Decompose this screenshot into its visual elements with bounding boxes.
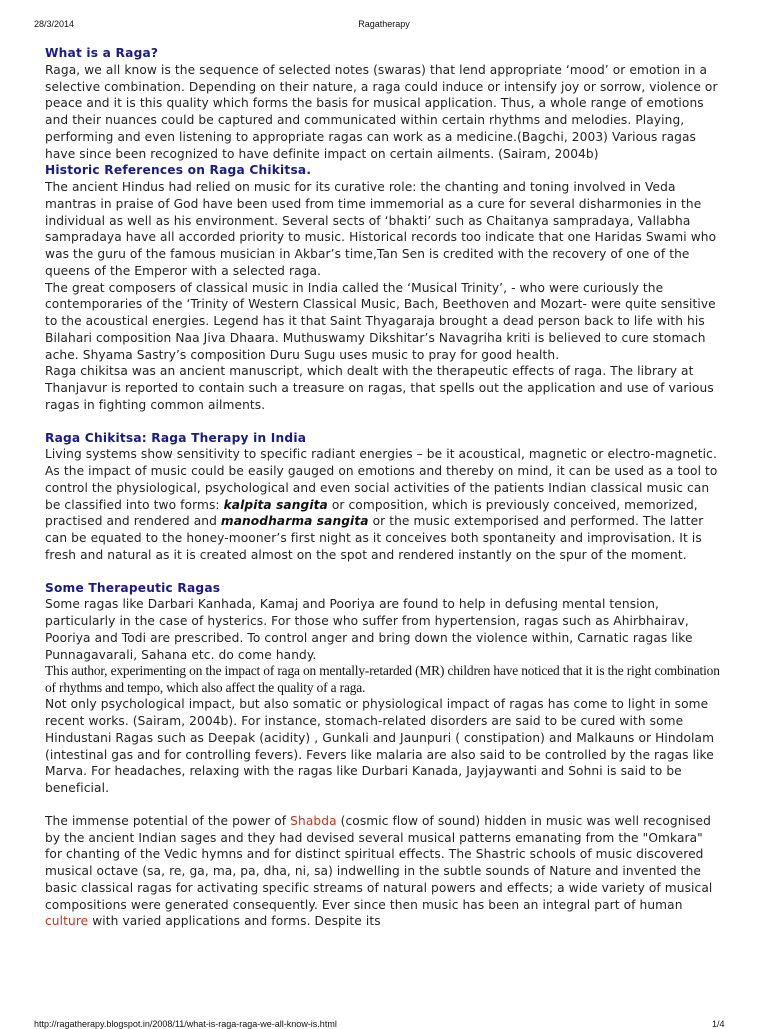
paragraph: Raga, we all know is the sequence of selected notes (swaras) that lend appropriate ‘mood’ or emotion in a selective combination. Depending on their nature, a raga could induce or intensify joy or sorrow, violence or peace and it is this quality which forms the basis for musical application. Thus, a whole range of emotions and their nuances could be captured and communicated within certain rhythms and melodies. Playing, performing and even listening to appropriate ragas can work as a medicine.(Bagchi, 2003) Various ragas have since been recognized to have definite impact on certain ailments. (Sairam, 2004b) [45,62,718,161]
paragraph: Raga chikitsa was an ancient manuscript, which dealt with the therapeutic effects of raga. The library at Thanjavur is reported to contain such a treasure on ragas, that spells out the application and use of various ragas in fighting common ailments. [45,364,714,412]
paragraph: Some ragas like Darbari Kanhada, Kamaj and Pooriya are found to help in defusing mental tension, particularly in the case of hysterics. For those who suffer from hypertension, ragas such as Ahirbhairav, Pooriya and Todi are prescribed. To control anger and bring down the violence within, Carnatic ragas like Punnagavarali, Sahana etc. do come handy. [45,597,693,662]
link-culture[interactable]: culture [45,914,89,929]
term-manodharma-sangita: manodharma sangita [220,514,369,529]
paragraph: The ancient Hindus had relied on music for its curative role: the chanting and toning involved in Veda mantras in praise of God have been used from time immemorial as a cure for several disharmonies in the individual as well as his environment. Several sects of ‘bhakti’ such as Chaitanya sampradaya, Vallabha sampradaya have all accorded priority to music. Historical records too indicate that one Haridas Swami who was the guru of the famous musician in Akbar’s time,Tan Sen is credited with the recovery of one of the queens of the Emperor with a selected raga. [45,180,717,278]
spacer [45,797,723,813]
print-date: 28/3/2014 [34,19,75,29]
term-kalpita-sangita: kalpita sangita [223,497,328,512]
text-run: with varied applications and forms. Despite its [88,914,381,929]
text-run: or the music extemporised and performed. The latter can be equated to the honey-mooner’s first night as it conceives both spontaneity and improvisation. It is fresh and natural as it is created almost on the spot and rendered instantly on the spur of the moment. [45,514,704,562]
text-run: or composition, which is previously conceived, memorized, practised and rendered and [45,497,698,529]
text-run: Living systems show sensitivity to specific radiant energies – be it acoustical, magnetic or electro-magnetic. As the impact of music could be easily gauged on emotions and thereby on mind, it can be used as a tool to control the physiological, psychological and even social activities of the patients Indian classical music can be classified into two forms: [45,447,718,512]
paragraph [45,813,723,930]
heading-historic-references: Historic References on Raga Chikitsa. [45,163,312,178]
paragraph: The great composers of classical music in India called the ‘Musical Trinity’, - who were curiously the contemporaries of the ‘Trinity of Western Classical Music, Bach, Beethoven and Mozart- were quite sensitive to the acoustical energies. Legend has it that Saint Thyagaraja brought a dead person back to life with his Bilahari composition Naa Jiva Dhaara. Muthuswamy Dikshitar’s Navagriha kriti is believed to cure stomach ache. Shyama Sastry’s composition Duru Sugu uses music to pray for good health. [45,280,716,362]
heading-what-is-a-raga: What is a Raga? [45,46,159,60]
spacer [45,414,723,430]
spacer [45,564,723,580]
heading-therapeutic-ragas: Some Therapeutic Ragas [45,580,221,595]
link-shabda[interactable]: Shabda [290,813,337,828]
heading-raga-chikitsa: Raga Chikitsa: Raga Therapy in India [45,430,307,445]
print-page-title: Ragatherapy [358,19,410,29]
page-number: 1/4 [712,1019,725,1029]
paragraph [45,446,723,563]
text-run: (cosmic flow of sound) hidden in music was well recognised by the ancient Indian sages and they had devised several musical patterns emanating from the "Omkara" for chanting of the Vedic hymns and for distinct spiritual effects. The Shastric schools of music discovered musical octave (sa, re, ga, ma, pa, dha, ni, sa) indwelling in the subtle sounds of Nature and invented the basic classical ragas for activating specific streams of natural powers and effects; a wide variety of musical compositions were generated consequently. Ever since then music has been an integral part of human [45,813,713,912]
text-run: The immense potential of the power of [45,813,291,828]
paragraph-serif: This author, experimenting on the impact of raga on mentally-retarded (MR) children have noticed that it is the right combination of rhythms and tempo, which also affect the quality of a raga. [45,663,720,695]
paragraph: Not only psychological impact, but also somatic or physiological impact of ragas has come to light in some recent works. (Sairam, 2004b). For instance, stomach-related disorders are said to be cured with some Hindustani Ragas such as Deepak (acidity) , Gunkali and Jaunpuri ( constipation) and Malkauns or Hindolam (intestinal gas and for controlling fevers). Fevers like malaria are also said to be controlled by the ragas like Marva. For headaches, relaxing with the ragas like Durbari Kanada, Jayjaywanti and Sohni is said to be beneficial. [45,697,715,796]
article-body [45,45,723,930]
print-url: http://ragatherapy.blogspot.in/2008/11/what-is-raga-raga-we-all-know-is.html [34,1019,337,1029]
